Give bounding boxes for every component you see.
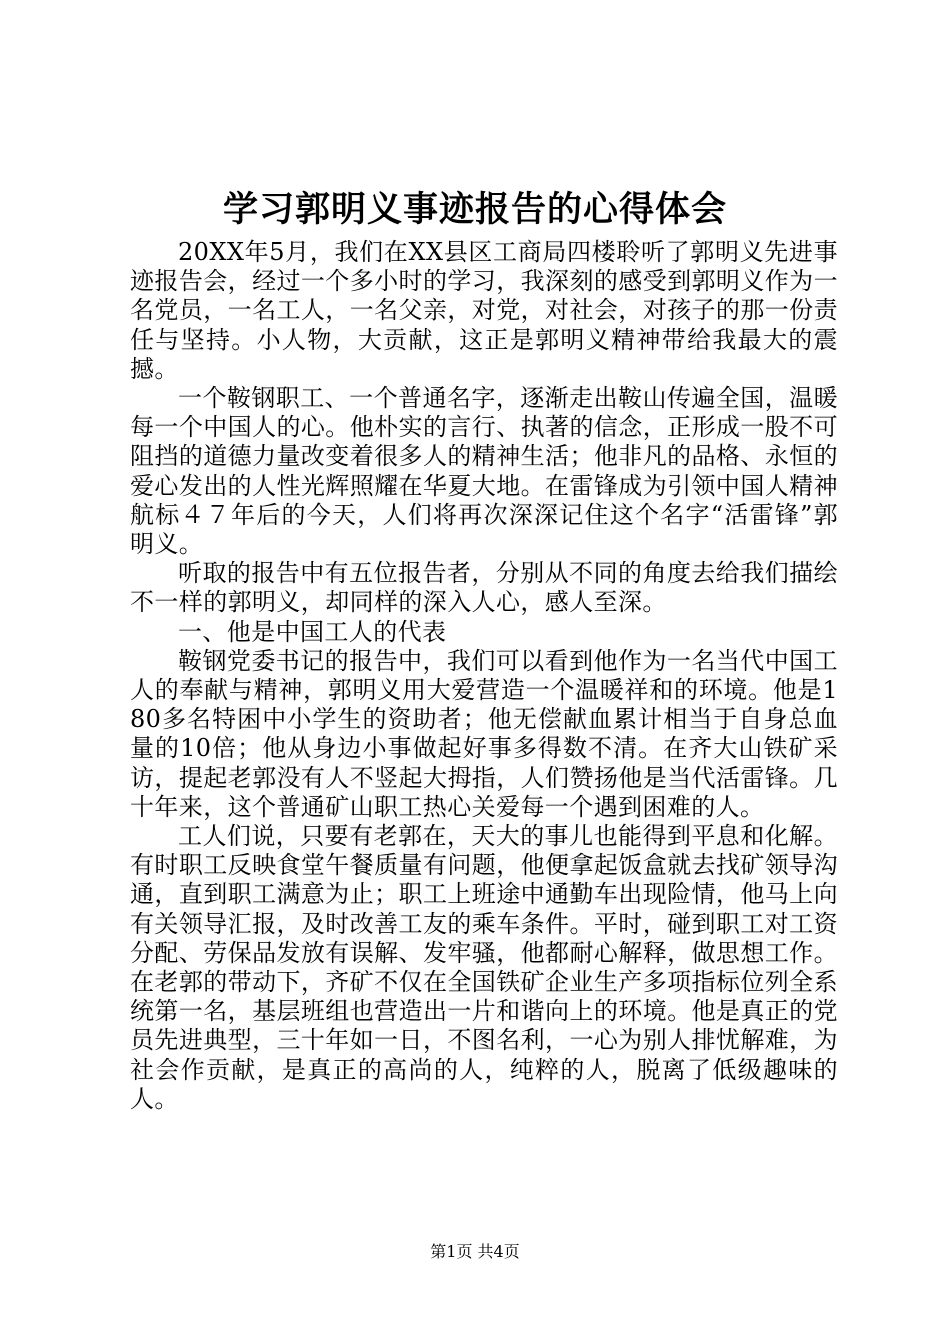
paragraph-1: 20XX年5月，我们在XX县区工商局四楼聆听了郭明义先进事迹报告会，经过一个多小时的学习，我深刻的感受到郭明义作为一名党员，一名工人，一名父亲，对党，对社会，对孩子的那一份责任与坚持。小人物，大贡献，这正是郭明义精神带给我最大的震撼。 (130, 238, 838, 383)
paragraph-4: 鞍钢党委书记的报告中，我们可以看到他作为一名当代中国工人的奉献与精神，郭明义用大爱营造一个温暖祥和的环境。他是180多名特困中小学生的资助者；他无偿献血累计相当于自身总血量的10倍；他从身边小事做起好事多得数不清。在齐大山铁矿采访，提起老郭没有人不竖起大拇指，人们赞扬他是当代活雷锋。几十年来，这个普通矿山职工热心关爱每一个遇到困难的人。 (130, 646, 838, 821)
paragraph-2: 一个鞍钢职工、一个普通名字，逐渐走出鞍山传遍全国，温暖每一个中国人的心。他朴实的言行、执著的信念，正形成一股不可阻挡的道德力量改变着很多人的精神生活；他非凡的品格、永恒的爱心发出的人性光辉照耀在华夏大地。在雷锋成为引领中国人精神航标４７年后的今天，人们将再次深深记住这个名字“活雷锋”郭明义。 (130, 384, 838, 559)
paragraph-3: 听取的报告中有五位报告者，分别从不同的角度去给我们描绘不一样的郭明义，却同样的深入人心，感人至深。 (130, 559, 838, 617)
paragraph-5: 工人们说，只要有老郭在，天大的事儿也能得到平息和化解。有时职工反映食堂午餐质量有问题，他便拿起饭盒就去找矿领导沟通，直到职工满意为止；职工上班途中通勤车出现险情，他马上向有关领导汇报，及时改善工友的乘车条件。平时，碰到职工对工资分配、劳保品发放有误解、发牢骚，他都耐心解释，做思想工作。在老郭的带动下，齐矿不仅在全国铁矿企业生产多项指标位列全系统第一名，基层班组也营造出一片和谐向上的环境。他是真正的党员先进典型，三十年如一日，不图名利，一心为别人排忧解难，为社会作贡献，是真正的高尚的人，纯粹的人，脱离了低级趣味的人。 (130, 822, 838, 1113)
section-heading-1: 一、他是中国工人的代表 (178, 617, 447, 646)
page-number-footer: 第1页 共4页 (430, 1242, 520, 1261)
document-title: 学习郭明义事迹报告的心得体会 (222, 189, 727, 230)
document-body (130, 238, 838, 1114)
